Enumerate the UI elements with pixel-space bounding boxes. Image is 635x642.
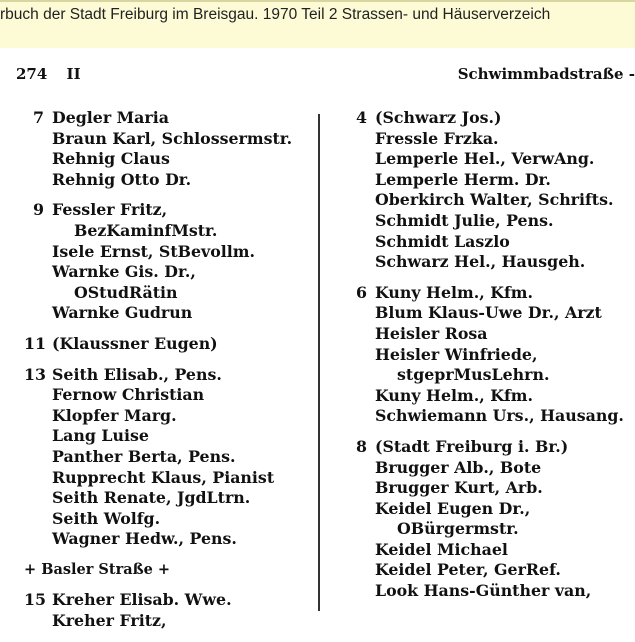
left-column	[24, 108, 314, 642]
resident-row	[347, 211, 635, 232]
resident-name: Kuny Helm., Kfm.	[375, 385, 533, 405]
resident-row	[347, 478, 635, 499]
resident-row	[347, 190, 635, 211]
resident-row	[347, 232, 635, 253]
resident-row	[24, 468, 314, 489]
resident-row	[24, 170, 314, 191]
resident-name: Schwiemann Urs., Hausang.	[375, 406, 624, 426]
resident-row	[347, 458, 635, 479]
resident-name: Kreher Elisab. Wwe.	[52, 590, 232, 610]
resident-row	[347, 108, 635, 129]
page-header-left	[16, 65, 81, 83]
resident-continuation: OBürgermstr.	[397, 519, 519, 539]
resident-name: Fernow Christian	[52, 385, 205, 405]
resident-name: Warnke Gis. Dr.,	[52, 262, 196, 282]
resident-row	[24, 529, 314, 550]
resident-row	[347, 324, 635, 345]
resident-name: Seith Renate, JgdLtrn.	[52, 488, 251, 508]
directory-page	[0, 48, 635, 631]
resident-name: Seith Elisab., Pens.	[52, 364, 222, 384]
resident-row	[24, 221, 314, 242]
house-number: 15	[24, 590, 46, 610]
resident-name: Look Hans-Günther van,	[375, 581, 592, 601]
resident-row	[24, 129, 314, 150]
document-title: rbuch der Stadt Freiburg im Breisgau. 1970 Teil 2 Strassen- und Häuserverzeich	[0, 6, 551, 23]
resident-name: Rehnig Otto Dr.	[52, 169, 192, 189]
resident-name: Schmidt Julie, Pens.	[375, 210, 554, 230]
resident-row	[24, 509, 314, 530]
resident-name: Wagner Hedw., Pens.	[52, 529, 237, 549]
resident-name: Kuny Helm., Kfm.	[375, 282, 533, 302]
resident-row	[347, 365, 635, 386]
resident-row	[347, 540, 635, 561]
resident-row	[347, 170, 635, 191]
resident-row	[347, 283, 635, 304]
resident-row	[24, 365, 314, 386]
resident-row	[24, 108, 314, 129]
resident-name: Lemperle Hel., VerwAng.	[375, 149, 595, 169]
house-entry	[24, 200, 314, 324]
resident-name: Heisler Rosa	[375, 323, 488, 343]
house-entry	[24, 108, 314, 190]
resident-name: Klopfer Marg.	[52, 405, 177, 425]
resident-row	[24, 426, 314, 447]
house-number: 7	[33, 108, 44, 127]
resident-row	[24, 283, 314, 304]
resident-name: Fessler Fritz,	[52, 200, 168, 220]
resident-name: Brugger Kurt, Arb.	[375, 478, 543, 498]
resident-name: Schmidt Laszlo	[375, 231, 510, 251]
house-entry	[347, 283, 635, 427]
page-header-street: Schwimmbadstraße -	[457, 65, 635, 83]
resident-continuation: stgeprMusLehrn.	[397, 365, 550, 385]
resident-row	[347, 560, 635, 581]
resident-row	[347, 437, 635, 458]
resident-name: (Schwarz Jos.)	[375, 108, 502, 127]
resident-continuation: OStudRätin	[74, 282, 178, 302]
house-number: 6	[356, 282, 367, 302]
resident-row	[347, 345, 635, 366]
resident-name: Fressle Frzka.	[375, 128, 499, 148]
resident-name: (Stadt Freiburg i. Br.)	[375, 436, 569, 456]
resident-continuation: BezKaminfMstr.	[74, 220, 218, 240]
resident-name: Rehnig Claus	[52, 149, 170, 169]
resident-name: Heisler Winfriede,	[375, 344, 538, 364]
resident-name: Keidel Peter, GerRef.	[375, 560, 561, 580]
house-entry	[24, 365, 314, 550]
resident-name: Panther Berta, Pens.	[52, 446, 236, 466]
resident-name: Keidel Michael	[375, 539, 508, 559]
resident-row	[347, 581, 635, 602]
house-number: 11	[24, 333, 46, 353]
resident-row	[24, 262, 314, 283]
resident-row	[24, 488, 314, 509]
resident-name: Oberkirch Walter, Schrifts.	[375, 190, 614, 210]
resident-name: Warnke Gudrun	[52, 303, 193, 323]
resident-name: Seith Wolfg.	[52, 508, 161, 528]
resident-row	[347, 129, 635, 150]
resident-name: Schwarz Hel., Hausgeh.	[375, 252, 586, 272]
cross-street-label: + Basler Straße +	[24, 560, 171, 578]
resident-row	[24, 611, 314, 632]
resident-name: Blum Klaus-Uwe Dr., Arzt	[375, 303, 602, 323]
house-entry	[347, 108, 635, 273]
resident-row	[347, 406, 635, 427]
house-entry	[347, 437, 635, 602]
resident-row	[347, 252, 635, 273]
resident-name: Isele Ernst, StBevollm.	[52, 241, 255, 261]
house-entry	[24, 590, 314, 631]
resident-row	[24, 149, 314, 170]
right-column	[347, 108, 635, 612]
house-number: 9	[33, 200, 44, 220]
resident-name: Lemperle Herm. Dr.	[375, 169, 551, 189]
page-number: 274	[16, 65, 48, 83]
resident-row	[24, 447, 314, 468]
resident-name: Lang Luise	[52, 426, 149, 446]
resident-row	[24, 334, 314, 355]
column-divider	[318, 114, 320, 611]
resident-row	[347, 499, 635, 520]
resident-name: Rupprecht Klaus, Pianist	[52, 467, 275, 487]
resident-row	[24, 406, 314, 427]
house-number: 4	[356, 108, 367, 127]
house-entry	[24, 334, 314, 355]
page-section: II	[66, 65, 81, 83]
resident-row	[347, 386, 635, 407]
resident-row	[24, 590, 314, 611]
house-number: 13	[24, 364, 46, 384]
resident-name: Degler Maria	[52, 108, 169, 127]
house-number: 8	[356, 436, 367, 456]
resident-row	[347, 149, 635, 170]
cross-street-separator	[24, 560, 314, 581]
document-title-banner	[0, 0, 635, 48]
resident-row	[24, 242, 314, 263]
resident-name: Braun Karl, Schlossermstr.	[52, 128, 293, 148]
resident-row	[347, 303, 635, 324]
resident-name: (Klaussner Eugen)	[52, 333, 218, 353]
resident-row	[24, 303, 314, 324]
resident-name: Brugger Alb., Bote	[375, 457, 542, 477]
resident-row	[24, 200, 314, 221]
resident-row	[347, 519, 635, 540]
banner-top-border	[0, 0, 635, 2]
resident-row	[24, 385, 314, 406]
resident-name: Keidel Eugen Dr.,	[375, 498, 531, 518]
cross-street-row	[24, 560, 314, 581]
resident-name: Kreher Fritz,	[52, 611, 167, 631]
